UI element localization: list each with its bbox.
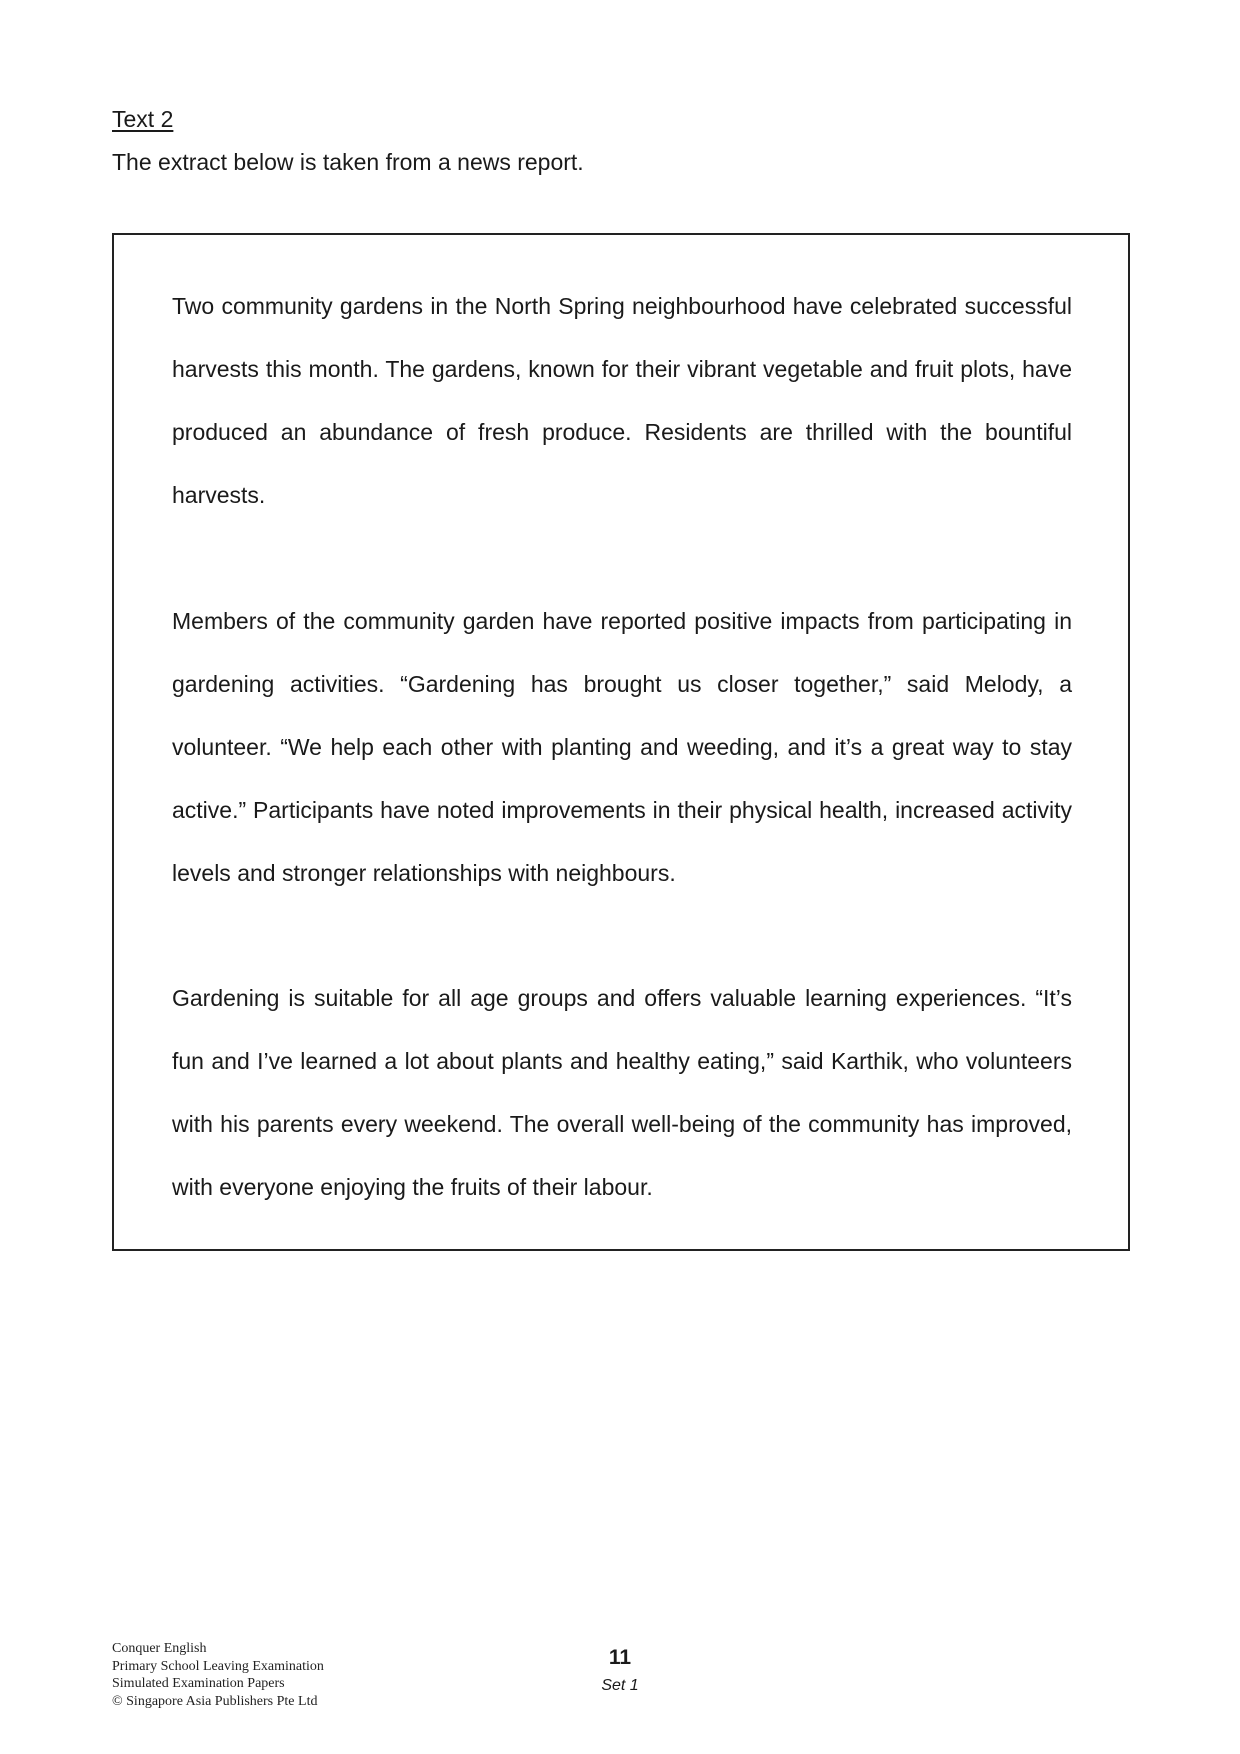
extract-paragraph-1: Two community gardens in the North Spring neighbourhood have celebrated successful harvests this month. The gardens, known for their vibrant vegetable and fruit plots, have produced an abundance of fresh produce. Residents are thrilled with the bountiful harvests. [172, 293, 1072, 508]
publisher-line-3: Simulated Examination Papers [112, 1676, 285, 1691]
page-number: 11 [608, 1646, 632, 1669]
publisher-info [112, 1640, 324, 1710]
extract-paragraph-3: Gardening is suitable for all age groups and offers valuable learning experiences. “It’s fun and I’ve learned a lot about plants and healthy eating,” said Karthik, who volunteers with his parents every weekend. The overall well-being of the community has improved, with everyone enjoying the fruits of their labour. [172, 985, 1072, 1200]
intro-text: The extract below is taken from a news report. [112, 149, 584, 175]
set-label: Set 1 [601, 1677, 639, 1694]
text-heading: Text 2 [112, 106, 174, 132]
news-extract-box [112, 233, 1130, 1251]
publisher-line-1: Conquer English [112, 1641, 207, 1656]
publisher-line-2: Primary School Leaving Examination [112, 1658, 324, 1674]
extract-paragraph-2: Members of the community garden have reported positive impacts from participating in gardening activities. “Gardening has brought us closer together,” said Melody, a volunteer. “We help each other with planting and weeding, and it’s a great way to stay active.” Participants have noted improvements in their physical health, increased activity levels and stronger relationships with neighbours. [172, 608, 1072, 886]
publisher-line-4: © Singapore Asia Publishers Pte Ltd [112, 1693, 318, 1709]
